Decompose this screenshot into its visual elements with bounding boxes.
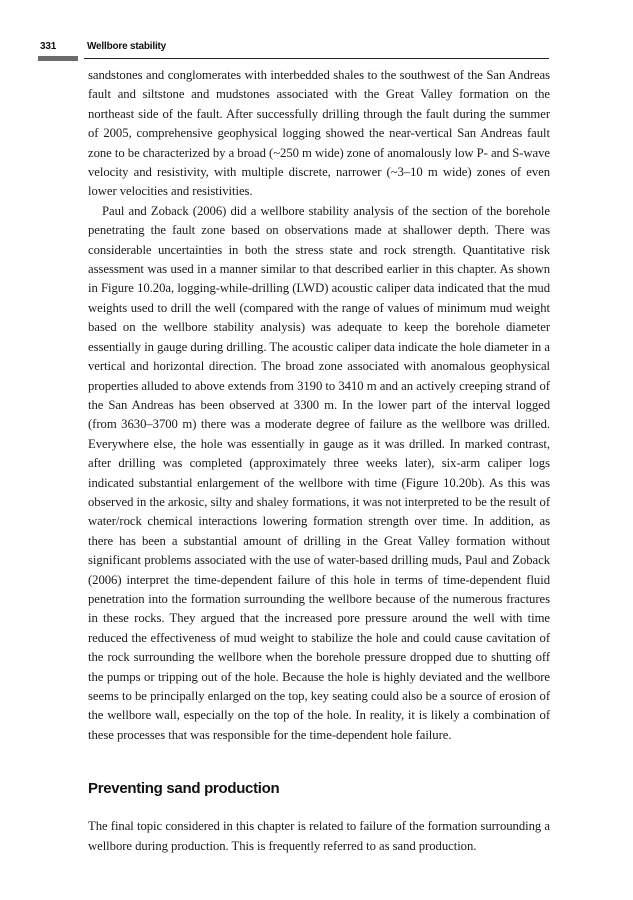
- page-content: [88, 66, 550, 856]
- running-head: [40, 41, 166, 52]
- page-number: 331: [40, 41, 57, 52]
- section-body: [88, 817, 550, 856]
- body-paragraph-2: Paul and Zoback (2006) did a wellbore stability analysis of the section of the borehole penetrating the fault zone based on observations made at shallower depth. There was considerable uncertainties in both the stress state and rock strength. Quantitative risk assessment was used in a manner similar to that described earlier in this chapter. As shown in Figure 10.20a, logging-while-drilling (LWD) acoustic caliper data indicated that the mud weights used to drill the well (compared with the range of values of minimum mud weight based on the wellbore stability analysis) was adequate to keep the borehole diameter essentially in gauge during drilling. The acoustic caliper data indicate the hole diameter in a vertical and horizontal direction. The broad zone associated with anomalous geophysical properties alluded to above extends from 3190 to 3410 m and an actively creeping strand of the San Andreas has been observed at 3300 m. In the lower part of the interval logged (from 3630–3700 m) there was a moderate degree of failure as the wellbore was drilled. Everywhere else, the hole was essentially in gauge as it was drilled. In marked contrast, after drilling was completed (approximately three weeks later), six-arm caliper logs indicated substantial enlargement of the wellbore with time (Figure 10.20b). As this was observed in the arkosic, silty and shaley formations, it was not interpreted to be the result of water/rock chemical interactions lowering formation strength over time. In addition, as there has been a substantial amount of drilling in the Great Valley formation without significant problems associated with the use of water-based drilling muds, Paul and Zoback (2006) interpret the time-dependent failure of this hole in terms of time-dependent fluid penetration into the formation surrounding the wellbore because of the numerous fractures in these rocks. They argued that the increased pore pressure around the well with time reduced the effectiveness of mud weight to stabilize the hole and could cause cavitation of the rock surrounding the wellbore when the borehole pressure dropped due to shutting off the pumps or tripping out of the hole. Because the hole is highly deviated and the wellbore seems to be principally enlarged on the top, key seating could also be a source of erosion of the wellbore wall, especially on the top of the hole. In reality, it is likely a combination of these processes that was responsible for the time-dependent hole failure.: [88, 203, 550, 742]
- chapter-title: Wellbore stability: [87, 41, 167, 52]
- body-paragraph-1: sandstones and conglomerates with interbedded shales to the southwest of the San Andreas fault and siltstone and mudstones associated with the Great Valley formation on the northeast side of the fault. After successfully drilling through the fault during the summer of 2005, comprehensive geophysical logging showed the near-vertical San Andreas fault zone to be characterized by a broad (~250 m wide) zone of anomalously low P- and S-wave velocity and resistivity, with multiple discrete, narrower (~3–10 m wide) zones of even lower velocities and resistivities.: [88, 68, 550, 199]
- section-heading: Preventing sand production: [88, 780, 280, 798]
- header-rule: [84, 58, 549, 59]
- header-accent-bar: [38, 56, 78, 61]
- section-paragraph-1: The final topic considered in this chapter is related to failure of the formation surrounding a wellbore during production. This is frequently referred to as sand production.: [88, 819, 550, 853]
